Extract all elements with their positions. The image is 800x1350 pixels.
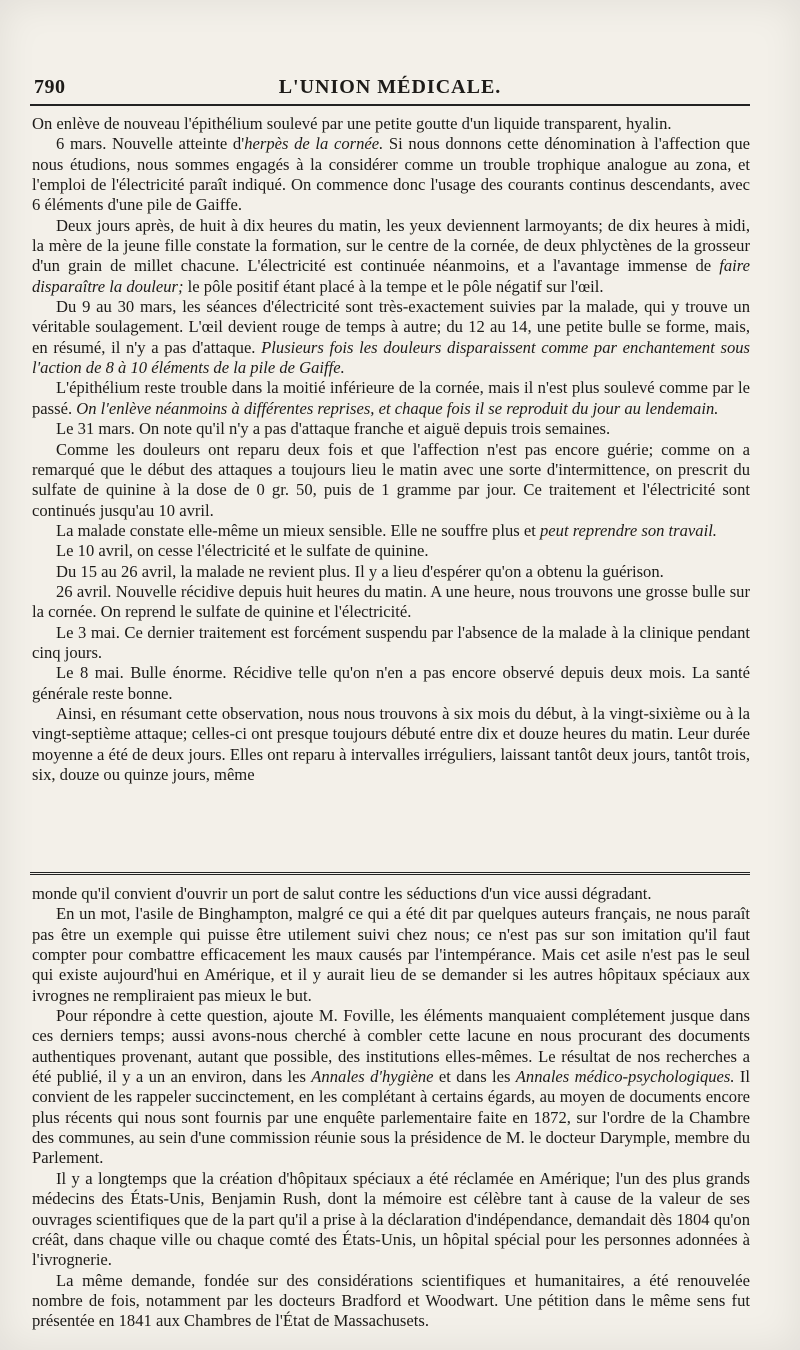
page-number: 790: [34, 76, 66, 98]
paragraph: Du 15 au 26 avril, la malade ne revient plus. Il y a lieu d'espérer qu'on a obtenu la guérison.: [56, 561, 664, 581]
clinical-observation-section: [32, 114, 750, 785]
paragraph: 26 avril. Nouvelle récidive depuis huit heures du matin. A une heure, nous trouvons une grosse bulle sur la cornée. On reprend le sulfate de quinine et l'électricité.: [32, 581, 750, 622]
paragraph: monde qu'il convient d'ouvrir un port de salut contre les séductions d'un vice aussi dégradant.: [32, 884, 652, 903]
paragraph: Comme les douleurs ont reparu deux fois et que l'affection n'est pas encore guérie; comme on a remarqué que le début des attaques a toujours lieu le matin avec une sorte d'intermittence, on prescrit du sulfate de quinine à la dose de 0 gr. 50, puis de 1 gramme par jour. Ce traitement et l'électricité sont continués jusqu'au 10 avril.: [32, 439, 750, 520]
page-header: [30, 68, 750, 104]
paragraph: Deux jours après, de huit à dix heures du matin, les yeux deviennent larmoyants; de dix heures à midi, la mère de la jeune fille constate la formation, sur le centre de la cornée, de deux phlyctènes de la grosseur d'un grain de millet chacune. L'électricité est continuée néanmoins, et a l'avantage immense de faire disparaître la douleur; le pôle positif étant placé à la tempe et le pôle négatif sur l'œil.: [32, 215, 750, 296]
paragraph: La même demande, fondée sur des considérations scientifiques et humanitaires, a été renouvelée nombre de fois, notamment par les docteurs Bradford et Woodwart. Une pétition dans le même sens fut présentée en 1841 aux Chambres de l'État de Massachusets.: [32, 1270, 750, 1331]
paragraph: Ainsi, en résumant cette observation, nous nous trouvons à six mois du début, à la vingt-sixième ou à la vingt-septième attaque; celles-ci ont presque toujours débuté entre dix et douze heures du matin. Leur durée moyenne a été de deux jours. Elles ont reparu à intervalles irréguliers, laissant tantôt deux jours, tantôt trois, six, douze ou quinze jours, même: [32, 703, 750, 784]
paragraph: En un mot, l'asile de Binghampton, malgré ce qui a été dit par quelques auteurs français, ne nous paraît pas être un exemple qui puisse être utilement suivi chez nous; ce n'est pas sur son imitation qu'il faut compter pour combattre efficacement les maux causés par l'intempérance. Mais cet asile n'est pas le seul qui existe aujourd'hui en Amérique, et il y aurait lieu de se demander si les autres hôpitaux spéciaux aux ivrognes ne rempliraient pas mieux le but.: [32, 904, 750, 1005]
paragraph: 6 mars. Nouvelle atteinte d'herpès de la cornée. Si nous donnons cette dénomination à l'affection que nous étudions, nous sommes engagés à la considérer comme un trouble trophique analogue au zona, et l'emploi de l'électricité paraît indiqué. On commence donc l'usage des courants continus descendants, avec 6 éléments d'une pile de Gaiffe.: [32, 134, 750, 215]
paragraph: Le 10 avril, on cesse l'électricité et le sulfate de quinine.: [56, 541, 429, 561]
header-rule: [30, 104, 750, 106]
paragraph: La malade constate elle-même un mieux sensible. Elle ne souffre plus et peut reprendre son travail.: [56, 520, 717, 540]
paragraph: Le 31 mars. On note qu'il n'y a pas d'attaque franche et aiguë depuis trois semaines.: [56, 419, 611, 439]
paragraph: L'épithélium reste trouble dans la moitié inférieure de la cornée, mais il n'est plus soulevé comme par le passé. On l'enlève néanmoins à différentes reprises, et chaque fois il se reproduit du jour au lendemain.: [32, 378, 750, 418]
paragraph: Le 3 mai. Ce dernier traitement est forcément suspendu par l'absence de la malade à la clinique pendant cinq jours.: [32, 622, 750, 662]
feuilleton-section: [32, 884, 750, 1332]
paragraph: On enlève de nouveau l'épithélium soulevé par une petite goutte d'un liquide transparent, hyalin.: [32, 114, 672, 133]
running-title: L'UNION MÉDICALE.: [278, 76, 502, 98]
section-divider: [30, 872, 750, 875]
paragraph: Le 8 mai. Bulle énorme. Récidive telle qu'on n'en a pas encore observé depuis deux mois. La santé générale reste bonne.: [32, 663, 750, 703]
paragraph: Pour répondre à cette question, ajoute M. Foville, les éléments manquaient complétement jusque dans ces derniers temps; aussi avons-nous cherché à combler cette lacune en nous procurant des documents authentiques provenant, autant que possible, des institutions elles-mêmes. Le résultat de nos recherches a été publié, il y a un an environ, dans les Annales d'hygiène et dans les Annales médico-psychologiques. Il convient de les rappeler succinctement, en les complétant à certains égards, au moyen de documents encore plus récents qui nous sont fournis par une enquête parlementaire faite en 1872, sur l'ordre de la Chambre des communes, au sein d'une commission réunie sous la présidence de M. le docteur Darymple, membre du Parlement.: [32, 1006, 751, 1168]
paragraph: Il y a longtemps que la création d'hôpitaux spéciaux a été réclamée en Amérique; l'un des plus grands médecins des États-Unis, Benjamin Rush, dont la mémoire est célèbre tant à cause de la valeur de ses ouvrages scientifiques que de la part qu'il a prise à la déclaration d'indépendance, demandait dès 1804 qu'on créât, dans chaque ville ou chaque comté des États-Unis, un hôpital spécial pour les personnes adonnées à l'ivrognerie.: [32, 1168, 750, 1270]
paragraph: Du 9 au 30 mars, les séances d'électricité sont très-exactement suivies par la malade, qui y trouve un véritable soulagement. L'œil devient rouge de temps à autre; du 12 au 14, une petite bulle se forme, mais, en résumé, il n'y a pas d'attaque. Plusieurs fois les douleurs disparaissent comme par enchantement sous l'action de 8 à 10 éléments de la pile de Gaiffe.: [32, 297, 751, 378]
